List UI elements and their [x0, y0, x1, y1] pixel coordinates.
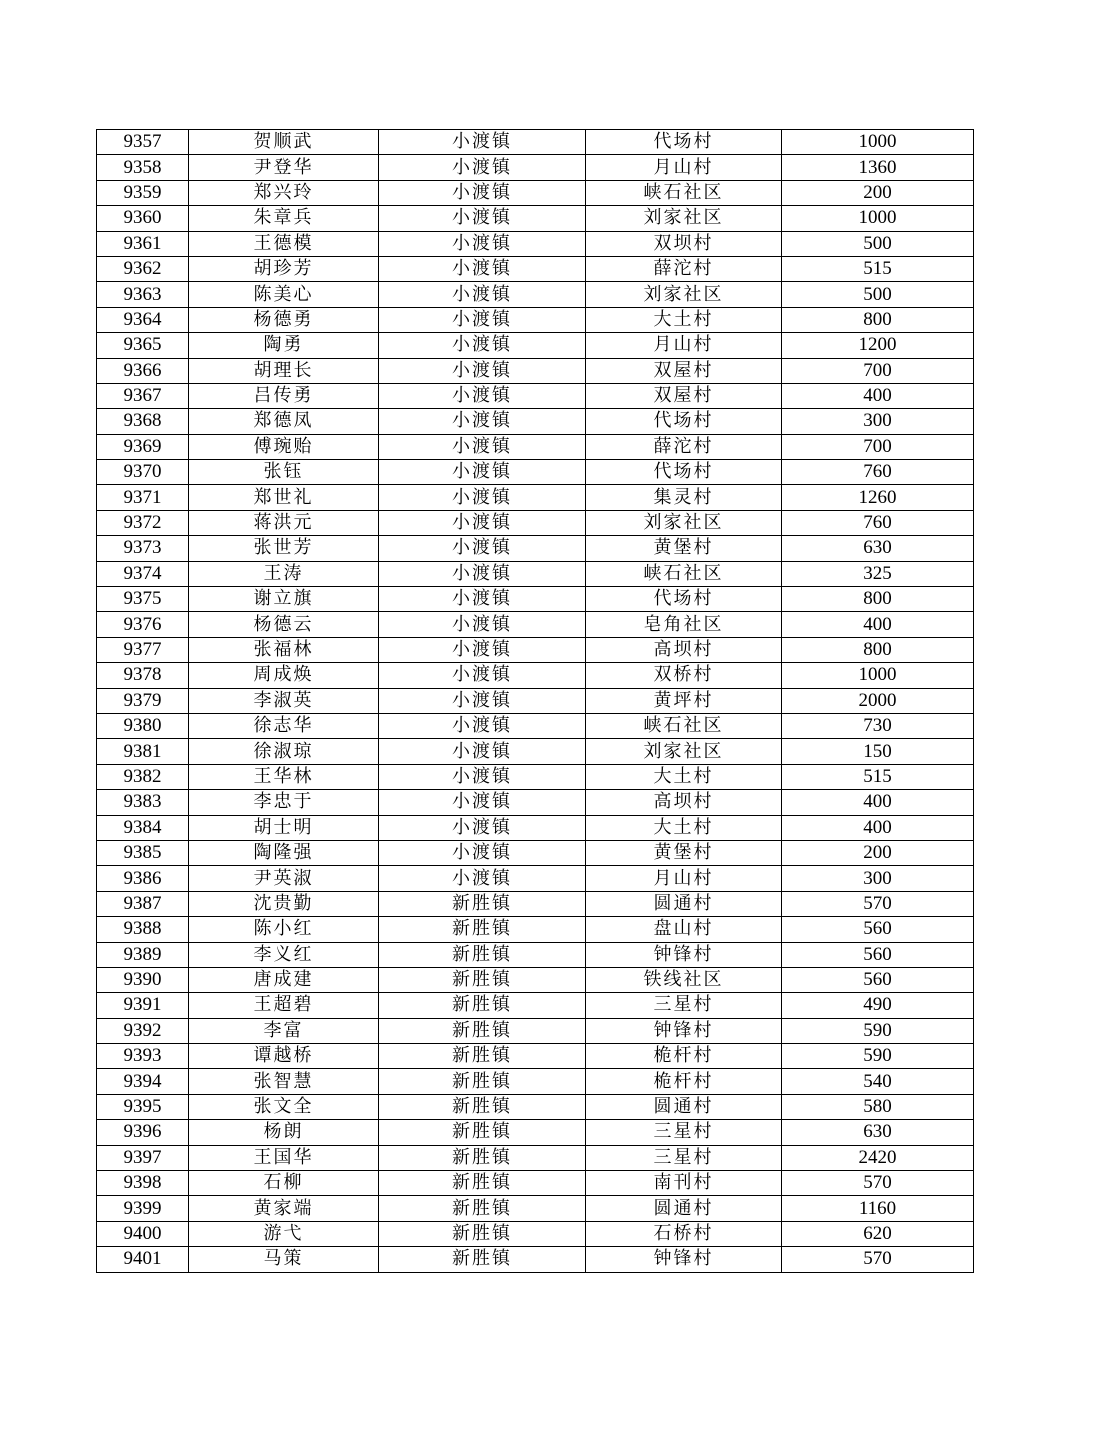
village-cell: 三星村	[586, 1145, 782, 1170]
row-number-cell: 9359	[97, 180, 189, 205]
amount-cell: 570	[782, 891, 974, 916]
village-cell: 刘家社区	[586, 282, 782, 307]
town-cell: 新胜镇	[379, 993, 586, 1018]
amount-cell: 560	[782, 967, 974, 992]
village-cell: 大土村	[586, 307, 782, 332]
table-row	[97, 434, 974, 459]
town-cell: 小渡镇	[379, 663, 586, 688]
amount-cell: 630	[782, 1120, 974, 1145]
town-cell: 小渡镇	[379, 409, 586, 434]
name-cell: 张钰	[189, 460, 379, 485]
amount-cell: 2420	[782, 1145, 974, 1170]
name-cell: 陶隆强	[189, 840, 379, 865]
village-cell: 钟锋村	[586, 1018, 782, 1043]
name-cell: 郑德凤	[189, 409, 379, 434]
amount-cell: 400	[782, 383, 974, 408]
row-number-cell: 9360	[97, 206, 189, 231]
town-cell: 小渡镇	[379, 713, 586, 738]
table-row	[97, 866, 974, 891]
table-row	[97, 1221, 974, 1246]
name-cell: 谢立旗	[189, 587, 379, 612]
name-cell: 陈小红	[189, 917, 379, 942]
roster-table	[96, 129, 974, 1273]
town-cell: 新胜镇	[379, 1094, 586, 1119]
row-number-cell: 9381	[97, 739, 189, 764]
name-cell: 李淑英	[189, 688, 379, 713]
table-row	[97, 637, 974, 662]
row-number-cell: 9361	[97, 231, 189, 256]
row-number-cell: 9363	[97, 282, 189, 307]
town-cell: 小渡镇	[379, 485, 586, 510]
row-number-cell: 9371	[97, 485, 189, 510]
row-number-cell: 9401	[97, 1247, 189, 1272]
name-cell: 贺顺武	[189, 130, 379, 155]
village-cell: 双屋村	[586, 383, 782, 408]
row-number-cell: 9366	[97, 358, 189, 383]
town-cell: 新胜镇	[379, 1044, 586, 1069]
table-row	[97, 409, 974, 434]
town-cell: 小渡镇	[379, 637, 586, 662]
village-cell: 双坝村	[586, 231, 782, 256]
village-cell: 代场村	[586, 409, 782, 434]
town-cell: 小渡镇	[379, 866, 586, 891]
row-number-cell: 9394	[97, 1069, 189, 1094]
row-number-cell: 9395	[97, 1094, 189, 1119]
name-cell: 游弋	[189, 1221, 379, 1246]
table-row	[97, 1044, 974, 1069]
name-cell: 谭越桥	[189, 1044, 379, 1069]
town-cell: 新胜镇	[379, 1171, 586, 1196]
name-cell: 尹英淑	[189, 866, 379, 891]
table-row	[97, 587, 974, 612]
amount-cell: 500	[782, 282, 974, 307]
village-cell: 月山村	[586, 866, 782, 891]
table-row	[97, 383, 974, 408]
name-cell: 唐成建	[189, 967, 379, 992]
amount-cell: 700	[782, 434, 974, 459]
row-number-cell: 9379	[97, 688, 189, 713]
amount-cell: 630	[782, 536, 974, 561]
roster-table-body	[97, 130, 974, 1273]
row-number-cell: 9383	[97, 790, 189, 815]
amount-cell: 560	[782, 942, 974, 967]
table-row	[97, 333, 974, 358]
village-cell: 皂角社区	[586, 612, 782, 637]
amount-cell: 2000	[782, 688, 974, 713]
table-row	[97, 206, 974, 231]
town-cell: 小渡镇	[379, 282, 586, 307]
row-number-cell: 9391	[97, 993, 189, 1018]
town-cell: 小渡镇	[379, 790, 586, 815]
row-number-cell: 9385	[97, 840, 189, 865]
village-cell: 三星村	[586, 1120, 782, 1145]
town-cell: 新胜镇	[379, 967, 586, 992]
name-cell: 尹登华	[189, 155, 379, 180]
amount-cell: 150	[782, 739, 974, 764]
row-number-cell: 9365	[97, 333, 189, 358]
village-cell: 刘家社区	[586, 206, 782, 231]
village-cell: 峡石社区	[586, 561, 782, 586]
row-number-cell: 9369	[97, 434, 189, 459]
name-cell: 郑世礼	[189, 485, 379, 510]
town-cell: 小渡镇	[379, 587, 586, 612]
town-cell: 小渡镇	[379, 130, 586, 155]
village-cell: 高坝村	[586, 637, 782, 662]
village-cell: 大土村	[586, 815, 782, 840]
name-cell: 张福林	[189, 637, 379, 662]
town-cell: 小渡镇	[379, 612, 586, 637]
village-cell: 圆通村	[586, 1094, 782, 1119]
table-row	[97, 1145, 974, 1170]
amount-cell: 1200	[782, 333, 974, 358]
row-number-cell: 9376	[97, 612, 189, 637]
row-number-cell: 9358	[97, 155, 189, 180]
table-row	[97, 1069, 974, 1094]
row-number-cell: 9364	[97, 307, 189, 332]
row-number-cell: 9389	[97, 942, 189, 967]
amount-cell: 760	[782, 510, 974, 535]
town-cell: 新胜镇	[379, 1196, 586, 1221]
village-cell: 峡石社区	[586, 713, 782, 738]
name-cell: 王华林	[189, 764, 379, 789]
row-number-cell: 9396	[97, 1120, 189, 1145]
table-row	[97, 256, 974, 281]
table-row	[97, 155, 974, 180]
amount-cell: 400	[782, 612, 974, 637]
row-number-cell: 9362	[97, 256, 189, 281]
row-number-cell: 9387	[97, 891, 189, 916]
amount-cell: 540	[782, 1069, 974, 1094]
name-cell: 陶勇	[189, 333, 379, 358]
amount-cell: 570	[782, 1171, 974, 1196]
name-cell: 陈美心	[189, 282, 379, 307]
amount-cell: 560	[782, 917, 974, 942]
town-cell: 小渡镇	[379, 231, 586, 256]
row-number-cell: 9368	[97, 409, 189, 434]
village-cell: 南刊村	[586, 1171, 782, 1196]
name-cell: 胡理长	[189, 358, 379, 383]
table-row	[97, 993, 974, 1018]
row-number-cell: 9367	[97, 383, 189, 408]
town-cell: 小渡镇	[379, 815, 586, 840]
amount-cell: 500	[782, 231, 974, 256]
name-cell: 石柳	[189, 1171, 379, 1196]
amount-cell: 1260	[782, 485, 974, 510]
table-row	[97, 358, 974, 383]
village-cell: 黄坪村	[586, 688, 782, 713]
town-cell: 小渡镇	[379, 510, 586, 535]
table-row	[97, 764, 974, 789]
name-cell: 张智慧	[189, 1069, 379, 1094]
village-cell: 钟锋村	[586, 942, 782, 967]
town-cell: 新胜镇	[379, 917, 586, 942]
village-cell: 代场村	[586, 130, 782, 155]
town-cell: 小渡镇	[379, 536, 586, 561]
name-cell: 吕传勇	[189, 383, 379, 408]
table-row	[97, 942, 974, 967]
name-cell: 蒋洪元	[189, 510, 379, 535]
village-cell: 三星村	[586, 993, 782, 1018]
amount-cell: 200	[782, 840, 974, 865]
row-number-cell: 9373	[97, 536, 189, 561]
table-row	[97, 307, 974, 332]
row-number-cell: 9400	[97, 1221, 189, 1246]
amount-cell: 1360	[782, 155, 974, 180]
village-cell: 刘家社区	[586, 739, 782, 764]
town-cell: 小渡镇	[379, 307, 586, 332]
table-row	[97, 1094, 974, 1119]
amount-cell: 515	[782, 256, 974, 281]
name-cell: 李忠于	[189, 790, 379, 815]
town-cell: 小渡镇	[379, 460, 586, 485]
name-cell: 王国华	[189, 1145, 379, 1170]
table-row	[97, 815, 974, 840]
row-number-cell: 9382	[97, 764, 189, 789]
row-number-cell: 9393	[97, 1044, 189, 1069]
document-page	[96, 129, 973, 1273]
name-cell: 王超碧	[189, 993, 379, 1018]
amount-cell: 800	[782, 587, 974, 612]
town-cell: 小渡镇	[379, 383, 586, 408]
amount-cell: 400	[782, 815, 974, 840]
name-cell: 王涛	[189, 561, 379, 586]
town-cell: 小渡镇	[379, 688, 586, 713]
village-cell: 代场村	[586, 587, 782, 612]
amount-cell: 580	[782, 1094, 974, 1119]
row-number-cell: 9392	[97, 1018, 189, 1043]
village-cell: 月山村	[586, 155, 782, 180]
amount-cell: 300	[782, 409, 974, 434]
village-cell: 峡石社区	[586, 180, 782, 205]
village-cell: 集灵村	[586, 485, 782, 510]
name-cell: 李义红	[189, 942, 379, 967]
table-row	[97, 713, 974, 738]
amount-cell: 300	[782, 866, 974, 891]
table-row	[97, 840, 974, 865]
name-cell: 傅琬贻	[189, 434, 379, 459]
amount-cell: 1000	[782, 663, 974, 688]
name-cell: 胡士明	[189, 815, 379, 840]
village-cell: 代场村	[586, 460, 782, 485]
amount-cell: 200	[782, 180, 974, 205]
name-cell: 杨朗	[189, 1120, 379, 1145]
table-row	[97, 1018, 974, 1043]
village-cell: 大土村	[586, 764, 782, 789]
village-cell: 桅杆村	[586, 1069, 782, 1094]
village-cell: 双屋村	[586, 358, 782, 383]
table-row	[97, 510, 974, 535]
name-cell: 胡珍芳	[189, 256, 379, 281]
table-row	[97, 612, 974, 637]
village-cell: 黄堡村	[586, 536, 782, 561]
table-row	[97, 1196, 974, 1221]
town-cell: 小渡镇	[379, 180, 586, 205]
table-row	[97, 688, 974, 713]
town-cell: 小渡镇	[379, 764, 586, 789]
table-row	[97, 1171, 974, 1196]
town-cell: 新胜镇	[379, 891, 586, 916]
town-cell: 新胜镇	[379, 1221, 586, 1246]
table-row	[97, 231, 974, 256]
row-number-cell: 9388	[97, 917, 189, 942]
row-number-cell: 9374	[97, 561, 189, 586]
table-row	[97, 917, 974, 942]
village-cell: 圆通村	[586, 1196, 782, 1221]
name-cell: 周成焕	[189, 663, 379, 688]
village-cell: 钟锋村	[586, 1247, 782, 1272]
town-cell: 小渡镇	[379, 358, 586, 383]
amount-cell: 760	[782, 460, 974, 485]
row-number-cell: 9372	[97, 510, 189, 535]
name-cell: 张世芳	[189, 536, 379, 561]
table-row	[97, 180, 974, 205]
town-cell: 小渡镇	[379, 739, 586, 764]
town-cell: 小渡镇	[379, 840, 586, 865]
town-cell: 新胜镇	[379, 1247, 586, 1272]
village-cell: 月山村	[586, 333, 782, 358]
table-row	[97, 790, 974, 815]
table-row	[97, 967, 974, 992]
table-row	[97, 1120, 974, 1145]
table-row	[97, 739, 974, 764]
village-cell: 薛沱村	[586, 434, 782, 459]
village-cell: 双桥村	[586, 663, 782, 688]
table-row	[97, 130, 974, 155]
table-row	[97, 282, 974, 307]
name-cell: 郑兴玲	[189, 180, 379, 205]
village-cell: 黄堡村	[586, 840, 782, 865]
name-cell: 徐志华	[189, 713, 379, 738]
village-cell: 薛沱村	[586, 256, 782, 281]
row-number-cell: 9386	[97, 866, 189, 891]
amount-cell: 800	[782, 307, 974, 332]
village-cell: 石桥村	[586, 1221, 782, 1246]
village-cell: 圆通村	[586, 891, 782, 916]
town-cell: 新胜镇	[379, 1018, 586, 1043]
name-cell: 张文全	[189, 1094, 379, 1119]
row-number-cell: 9370	[97, 460, 189, 485]
table-row	[97, 891, 974, 916]
name-cell: 沈贵勤	[189, 891, 379, 916]
town-cell: 新胜镇	[379, 1069, 586, 1094]
row-number-cell: 9390	[97, 967, 189, 992]
name-cell: 徐淑琼	[189, 739, 379, 764]
row-number-cell: 9384	[97, 815, 189, 840]
amount-cell: 800	[782, 637, 974, 662]
village-cell: 盘山村	[586, 917, 782, 942]
table-row	[97, 485, 974, 510]
name-cell: 马策	[189, 1247, 379, 1272]
row-number-cell: 9377	[97, 637, 189, 662]
amount-cell: 620	[782, 1221, 974, 1246]
amount-cell: 590	[782, 1044, 974, 1069]
town-cell: 小渡镇	[379, 434, 586, 459]
village-cell: 高坝村	[586, 790, 782, 815]
row-number-cell: 9398	[97, 1171, 189, 1196]
table-row	[97, 1247, 974, 1272]
row-number-cell: 9378	[97, 663, 189, 688]
row-number-cell: 9375	[97, 587, 189, 612]
row-number-cell: 9399	[97, 1196, 189, 1221]
amount-cell: 700	[782, 358, 974, 383]
town-cell: 小渡镇	[379, 561, 586, 586]
town-cell: 小渡镇	[379, 206, 586, 231]
table-row	[97, 561, 974, 586]
town-cell: 新胜镇	[379, 1120, 586, 1145]
town-cell: 新胜镇	[379, 942, 586, 967]
name-cell: 杨德勇	[189, 307, 379, 332]
amount-cell: 590	[782, 1018, 974, 1043]
village-cell: 刘家社区	[586, 510, 782, 535]
name-cell: 朱章兵	[189, 206, 379, 231]
table-row	[97, 536, 974, 561]
town-cell: 新胜镇	[379, 1145, 586, 1170]
amount-cell: 490	[782, 993, 974, 1018]
name-cell: 杨德云	[189, 612, 379, 637]
row-number-cell: 9397	[97, 1145, 189, 1170]
town-cell: 小渡镇	[379, 333, 586, 358]
village-cell: 铁线社区	[586, 967, 782, 992]
name-cell: 黄家端	[189, 1196, 379, 1221]
town-cell: 小渡镇	[379, 155, 586, 180]
amount-cell: 325	[782, 561, 974, 586]
amount-cell: 515	[782, 764, 974, 789]
town-cell: 小渡镇	[379, 256, 586, 281]
row-number-cell: 9380	[97, 713, 189, 738]
amount-cell: 730	[782, 713, 974, 738]
name-cell: 王德模	[189, 231, 379, 256]
row-number-cell: 9357	[97, 130, 189, 155]
table-row	[97, 663, 974, 688]
name-cell: 李富	[189, 1018, 379, 1043]
village-cell: 桅杆村	[586, 1044, 782, 1069]
table-row	[97, 460, 974, 485]
amount-cell: 570	[782, 1247, 974, 1272]
amount-cell: 1000	[782, 206, 974, 231]
amount-cell: 400	[782, 790, 974, 815]
amount-cell: 1000	[782, 130, 974, 155]
amount-cell: 1160	[782, 1196, 974, 1221]
